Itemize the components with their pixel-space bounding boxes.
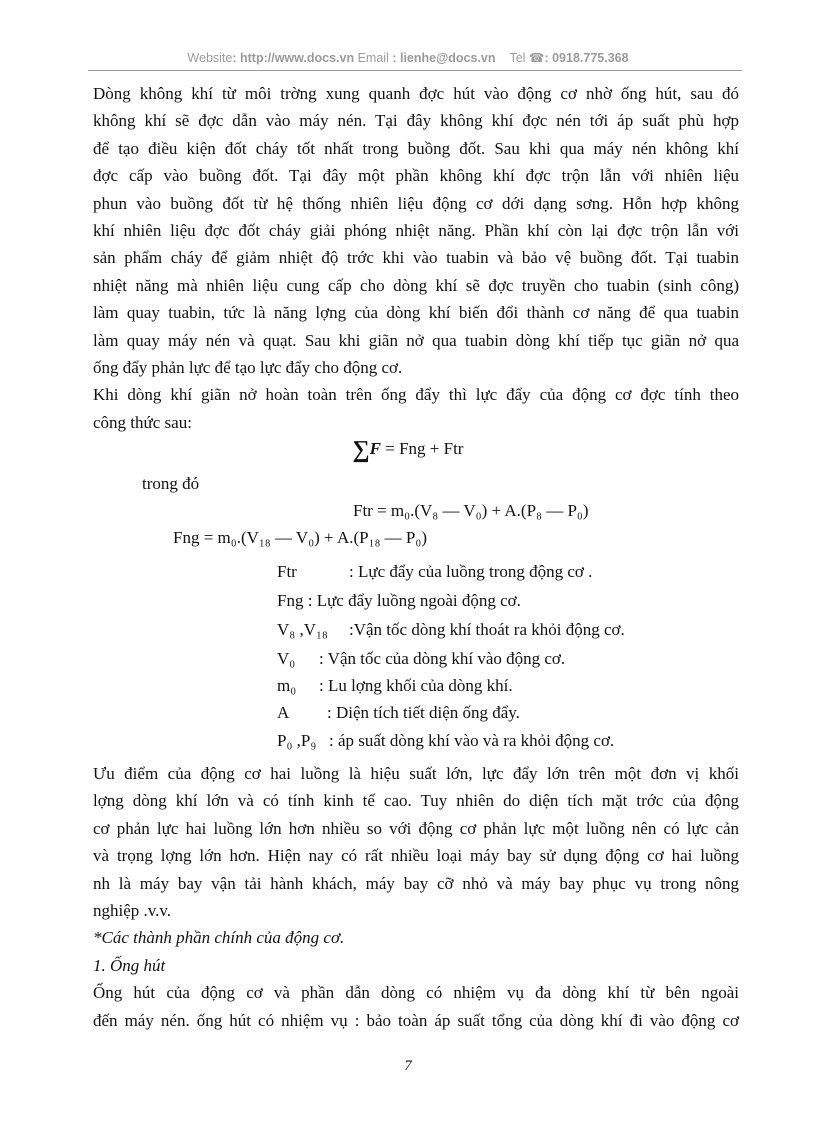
definition-text: : Diện tích tiết diện ống đẩy.	[327, 703, 520, 722]
definition-item	[277, 562, 592, 582]
website-label: Website	[187, 51, 233, 65]
trong-do-label: trong đó	[142, 474, 200, 493]
header-divider	[88, 70, 742, 71]
page-number: 7	[404, 1058, 412, 1074]
definition-text: : áp suất dòng khí vào và ra khỏi động cơ.	[329, 731, 615, 750]
definition-symbol: V₀	[277, 649, 296, 668]
text-line: nh là máy bay vận tải hành khách, máy bay cỡ nhỏ và máy bay phục vụ trong nông	[93, 873, 739, 893]
text-line: Ưu điểm của động cơ hai luồng là hiệu suất lớn, lực đẩy lớn trên một đơn vị khối	[93, 764, 739, 783]
text-line: sản phẩm cháy để giảm nhiệt độ trớc khi vào tuabin và bảo vệ buồng đốt. Tại tuabin	[93, 248, 739, 268]
email-label: Email	[354, 51, 389, 65]
text-line: phun vào buồng đốt từ hệ thống nhiên liệu động cơ dới dạng sơng. Hỗn hợp không	[93, 193, 739, 213]
text-line: Dòng không khí từ môi trờng xung quanh đợc hút vào động cơ nhờ ống hút, sau đó	[93, 84, 739, 103]
sigma-symbol: ∑	[352, 437, 370, 463]
paragraph-advantages	[93, 760, 739, 1034]
text-line: lợng dòng khí lớn và có tính kinh tế cao. Tuy nhiên do diện tích mặt trớc của động	[93, 791, 739, 811]
text-line: đợc cấp vào buồng đốt. Tại đây một phần không khí đợc trộn lẫn với nhiên liệu	[93, 166, 739, 186]
text-line: không khí sẽ đợc dẫn vào máy nén. Tại đây không khí đợc nén tới áp suất phù hợp	[93, 111, 739, 131]
formula-fng: Fng = m₀.(V₁₈ — V₀) + A.(P₁₈ — P₀)	[173, 528, 427, 547]
definition-symbol: Ftr	[277, 562, 297, 581]
tel-label: Tel	[509, 51, 526, 65]
text-line: để tạo điều kiện đốt cháy tốt nhất trong buồng đốt. Sau khi qua máy nén không khí	[93, 138, 739, 158]
definition-text: :Vận tốc dòng khí thoát ra khỏi động cơ.	[349, 620, 625, 639]
formula-ftr: Ftr = m₀.(V₈ — V₀) + A.(P₈ — P₀)	[353, 501, 589, 520]
definition-item	[277, 591, 521, 611]
thrust-formula	[0, 437, 816, 464]
definition-item	[277, 703, 520, 723]
definition-symbol: V₈ ,V₁₈	[277, 620, 328, 639]
text-line: nhiệt năng mà nhiên liệu cung cấp cho dòng khí sẽ đợc truyền cho tuabin (sinh công)	[93, 275, 739, 295]
definition-symbol: A	[277, 703, 290, 722]
text-line: Khi dòng khí giãn nở hoàn toàn trên ống đẩy thì lực đẩy của động cơ đợc tính theo	[93, 385, 739, 405]
definition-item	[277, 731, 614, 751]
text-line: nghiệp .v.v.	[93, 901, 172, 921]
text-line: công thức sau:	[93, 412, 192, 432]
text-line: ống đẩy phản lực để tạo lực đẩy cho động cơ.	[93, 358, 403, 378]
website-link[interactable]: : http://www.docs.vn	[232, 51, 355, 65]
definition-item	[277, 649, 565, 669]
text-line: và trọng lợng lớn hơn. Hiện nay có rất nhiều loại máy bay sử dụng động cơ hai luồng	[93, 846, 739, 866]
paragraph-engine-flow	[93, 80, 739, 436]
definition-item	[277, 676, 513, 696]
tel-value: ☎: 0918.775.368	[525, 51, 629, 65]
thrust-formula-rhs: = Fng + Ftr	[380, 439, 464, 458]
text-line: làm quay máy nén và quạt. Sau khi giãn nở qua tuabin dòng khí tiếp tục giãn nở qua	[93, 330, 739, 350]
definition-symbol: P₀ ,P₉	[277, 731, 317, 750]
text-line: khí nhiên liệu đợc đốt cháy giải phóng nhiệt năng. Phần khí còn lại đợc trộn lẫn với	[93, 221, 739, 241]
definition-text: : Lu lợng khối của dòng khí.	[319, 676, 513, 695]
definition-item	[277, 620, 625, 640]
definition-text: : Lực đẩy luồng ngoài động cơ.	[307, 591, 521, 610]
email-link[interactable]: : lienhe@docs.vn	[392, 51, 496, 65]
definition-text: : Vận tốc của dòng khí vào động cơ.	[319, 649, 566, 668]
text-line: Ống hút của động cơ và phần dẫn dòng có nhiệm vụ đa dòng khí từ bên ngoài	[93, 983, 739, 1003]
text-line: làm quay tuabin, tức là năng lợng của dòng khí biến đổi thành cơ năng để qua tuabin	[93, 303, 739, 323]
definition-symbol: m₀	[277, 676, 297, 695]
definition-symbol: Fng	[277, 591, 304, 610]
definition-text: : Lực đẩy của luồng trong động cơ .	[349, 562, 593, 581]
page-header	[0, 50, 816, 65]
text-line: đến máy nén. ống hút có nhiệm vụ : bảo toàn áp suất tổng của dòng khí đi vào động cơ	[93, 1010, 739, 1030]
subsection-title: 1. Ống hút	[93, 955, 166, 975]
force-symbol: F	[369, 439, 381, 458]
section-title: *Các thành phần chính của động cơ.	[93, 928, 345, 948]
text-line: cơ phản lực hai luồng lớn hơn nhiều so với động cơ phản lực một luồng nên có lực cản	[93, 818, 739, 838]
